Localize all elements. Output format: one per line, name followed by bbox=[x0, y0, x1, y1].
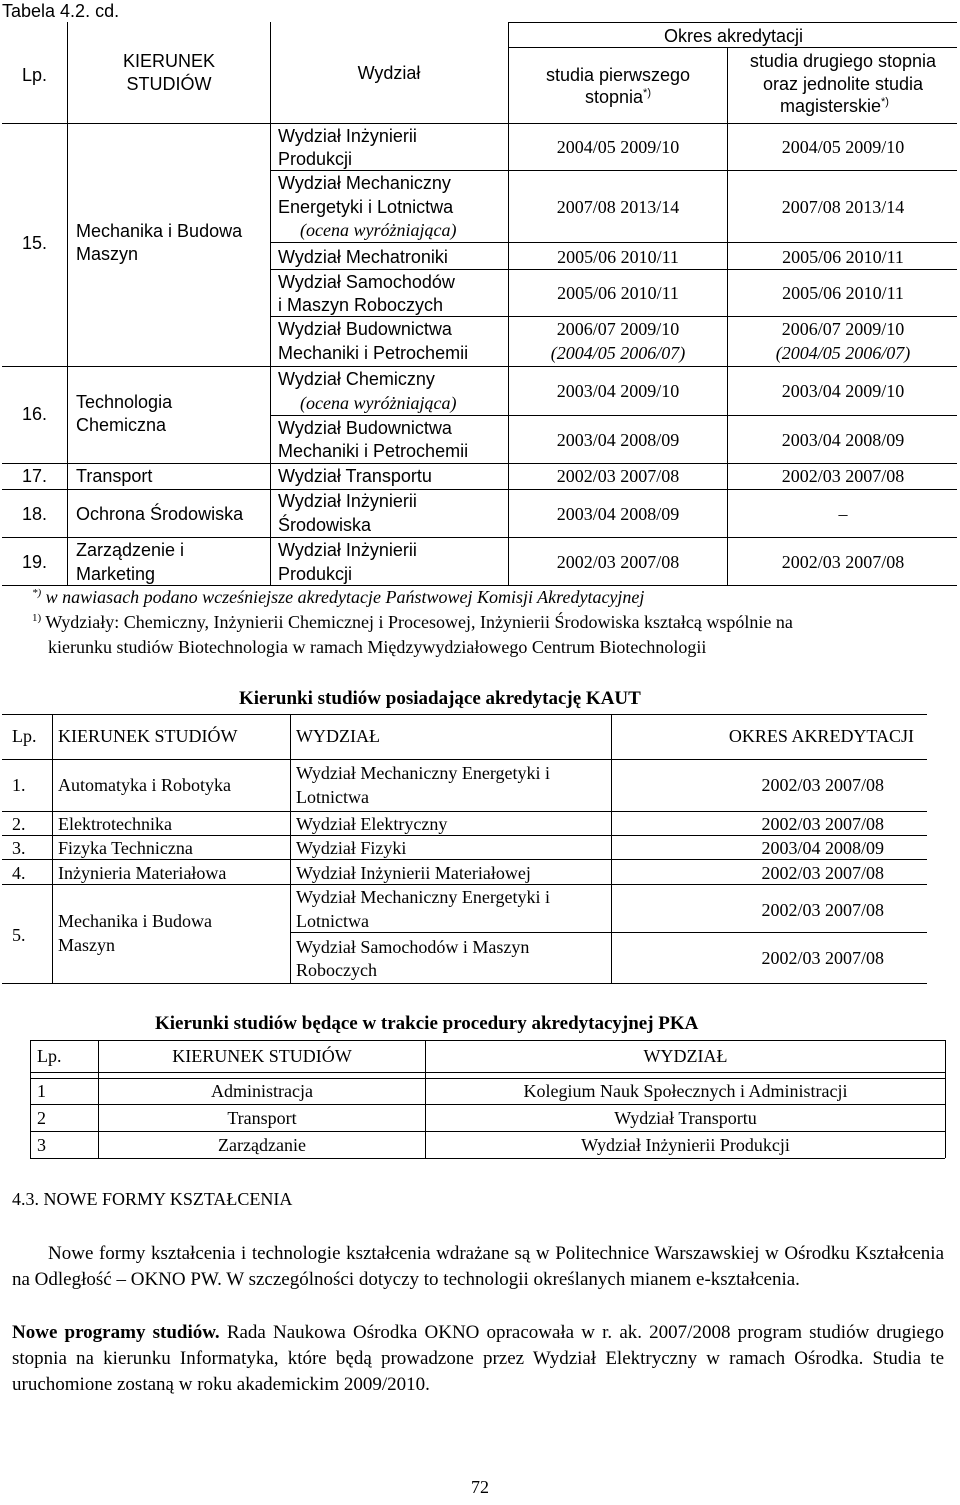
row19-lp: 19. bbox=[22, 552, 48, 572]
kaut-title: Kierunki studiów posiadające akredytację KAUT bbox=[239, 688, 641, 709]
footnote-2-cont: kierunku studiów Biotechnologia w ramach Międzywydziałowego Centrum Biotechnologii bbox=[48, 637, 707, 657]
kaut-row3-lp: 3. bbox=[12, 838, 26, 858]
row15b-pierwszego: 2007/08 2013/14 bbox=[556, 197, 680, 217]
row15-kierunek-2: Maszyn bbox=[76, 244, 139, 264]
pka-header-lp: Lp. bbox=[37, 1046, 62, 1066]
kaut-header-okres: OKRES AKREDYTACJI bbox=[728, 726, 914, 746]
pka-row2-lp: 2 bbox=[37, 1108, 46, 1128]
kaut-row5a-wydzial-2: Lotnictwa bbox=[296, 911, 369, 931]
footnote-2: $^{1)}$ Wydziały: Chemiczny, Inżynierii Chemicznej i Procesowej, Inżynierii Środowiska kształcą wspólnie na bbox=[32, 612, 793, 632]
pka-row3-kierunek: Zarządzanie bbox=[218, 1135, 306, 1155]
row15d-drugiego: 2005/06 2010/11 bbox=[782, 283, 904, 303]
row17-kierunek: Transport bbox=[76, 466, 153, 486]
kaut-row2-okres: 2002/03 2007/08 bbox=[761, 814, 884, 834]
row15d-pierwszego: 2005/06 2010/11 bbox=[557, 283, 679, 303]
kaut-row5b-wydzial-1: Wydział Samochodów i Maszyn bbox=[296, 937, 530, 957]
kaut-row1-kierunek: Automatyka i Robotyka bbox=[58, 775, 231, 795]
row19-kierunek-1: Zarządzenie i bbox=[76, 540, 185, 560]
row18-drugiego: – bbox=[838, 504, 848, 524]
row15a-drugiego: 2004/05 2009/10 bbox=[781, 137, 905, 157]
pka-row1-lp: 1 bbox=[37, 1081, 46, 1101]
row19-wydzial-1: Wydział Inżynierii bbox=[278, 540, 417, 560]
kaut-row5-kierunek-2: Maszyn bbox=[58, 935, 115, 955]
kaut-row3-okres: 2003/04 2008/09 bbox=[761, 838, 884, 858]
row16a-wydzial-1: Wydział Chemiczny bbox=[278, 369, 435, 389]
kaut-row5a-okres: 2002/03 2007/08 bbox=[761, 900, 884, 920]
kaut-row4-lp: 4. bbox=[12, 863, 26, 883]
kaut-row2-lp: 2. bbox=[12, 814, 26, 834]
row15e-pierwszego-1: 2006/07 2009/10 bbox=[556, 319, 680, 339]
pka-title: Kierunki studiów będące w trakcie procedury akredytacyjnej PKA bbox=[155, 1013, 699, 1034]
row17-pierwszego: 2002/03 2007/08 bbox=[556, 466, 680, 486]
row16b-wydzial-1: Wydział Budownictwa bbox=[278, 418, 452, 438]
row17-drugiego: 2002/03 2007/08 bbox=[781, 466, 905, 486]
row18-lp: 18. bbox=[22, 504, 48, 524]
section-paragraph-2: Nowe programy studiów. Rada Naukowa Ośrodka OKNO opracowała w r. ak. 2007/2008 program studiów drugiego stopnia na kierunku Informatyka, które będą prowadzone przez Wydział Elektryczny w ramach Ośrodka. Studia te uruchomione zostaną w roku akademickim 2009/2010. bbox=[12, 1322, 944, 1395]
pka-header-kierunek: KIERUNEK STUDIÓW bbox=[172, 1046, 352, 1066]
section-paragraph-1: Nowe formy kształcenia i technologie kształcenia wdrażane są w Politechnice Warszawskiej w Ośrodku Kształcenia na Odległość – OKNO PW. W szczególności dotyczy to technologii określanych mianem e-kształcenia. bbox=[12, 1243, 944, 1290]
row15b-wydzial-2: Energetyki i Lotnictwa bbox=[278, 197, 454, 217]
pka-row1-kierunek: Administracja bbox=[211, 1081, 313, 1101]
kaut-row5-kierunek-1: Mechanika i Budowa bbox=[58, 911, 212, 931]
row15e-drugiego-1: 2006/07 2009/10 bbox=[781, 319, 905, 339]
page-number: 72 bbox=[471, 1477, 489, 1497]
header-drugiego-3: magisterskie*) bbox=[780, 96, 889, 116]
kaut-row5-lp: 5. bbox=[12, 925, 26, 945]
row15c-wydzial: Wydział Mechatroniki bbox=[278, 247, 448, 267]
header-wydzial: Wydział bbox=[357, 63, 421, 83]
row15a-wydzial-2: Produkcji bbox=[278, 149, 353, 169]
row15a-wydzial-1: Wydział Inżynierii bbox=[278, 126, 417, 146]
row18-wydzial-2: Środowiska bbox=[278, 515, 372, 535]
row15a-pierwszego: 2004/05 2009/10 bbox=[556, 137, 680, 157]
row16a-wydzial-2: (ocena wyróżniająca) bbox=[300, 393, 457, 413]
kaut-row1-wydzial-2: Lotnictwa bbox=[296, 787, 369, 807]
kaut-row4-okres: 2002/03 2007/08 bbox=[761, 863, 884, 883]
kaut-row4-wydzial: Wydział Inżynierii Materiałowej bbox=[296, 863, 531, 883]
row15e-wydzial-2: Mechaniki i Petrochemii bbox=[278, 343, 469, 363]
row15b-wydzial-1: Wydział Mechaniczny bbox=[278, 173, 451, 193]
row19-pierwszego: 2002/03 2007/08 bbox=[556, 552, 680, 572]
pka-row2-wydzial: Wydział Transportu bbox=[614, 1108, 757, 1128]
row15b-drugiego: 2007/08 2013/14 bbox=[781, 197, 905, 217]
row16-kierunek-2: Chemiczna bbox=[76, 415, 167, 435]
kaut-row2-kierunek: Elektrotechnika bbox=[58, 814, 172, 834]
row15c-drugiego: 2005/06 2010/11 bbox=[782, 247, 904, 267]
footnote-1: *) w nawiasach podano wcześniejsze akredytacje Państwowej Komisji Akredytacyjnej bbox=[32, 587, 645, 607]
kaut-row3-wydzial: Wydział Fizyki bbox=[296, 838, 407, 858]
kaut-header-lp: Lp. bbox=[12, 726, 37, 746]
kaut-row4-kierunek: Inżynieria Materiałowa bbox=[58, 863, 227, 883]
row15e-drugiego-2: (2004/05 2006/07) bbox=[775, 343, 911, 363]
row18-kierunek: Ochrona Środowiska bbox=[76, 504, 244, 524]
pka-row3-wydzial: Wydział Inżynierii Produkcji bbox=[581, 1135, 790, 1155]
row15-lp: 15. bbox=[22, 233, 48, 253]
kaut-row2-wydzial: Wydział Elektryczny bbox=[296, 814, 448, 834]
pka-row3-lp: 3 bbox=[37, 1135, 46, 1155]
table-caption: Tabela 4.2. cd. bbox=[2, 1, 120, 21]
row15b-wydzial-3: (ocena wyróżniająca) bbox=[300, 220, 457, 240]
header-pierwszego-1: studia pierwszego bbox=[545, 65, 691, 85]
row16-lp: 16. bbox=[22, 404, 48, 424]
row15d-wydzial-2: i Maszyn Roboczych bbox=[278, 295, 444, 315]
row16b-pierwszego: 2003/04 2008/09 bbox=[556, 430, 680, 450]
header-okres: Okres akredytacji bbox=[663, 26, 804, 46]
kaut-row1-okres: 2002/03 2007/08 bbox=[761, 775, 884, 795]
kaut-row5b-wydzial-2: Roboczych bbox=[296, 960, 377, 980]
row19-drugiego: 2002/03 2007/08 bbox=[781, 552, 905, 572]
row15e-pierwszego-2: (2004/05 2006/07) bbox=[550, 343, 686, 363]
pka-row2-kierunek: Transport bbox=[227, 1108, 297, 1128]
row17-lp: 17. bbox=[22, 466, 48, 486]
kaut-header-kierunek: KIERUNEK STUDIÓW bbox=[58, 726, 238, 746]
row16b-wydzial-2: Mechaniki i Petrochemii bbox=[278, 441, 469, 461]
header-drugiego-1: studia drugiego stopnia bbox=[749, 51, 937, 71]
kaut-row1-lp: 1. bbox=[12, 775, 26, 795]
kaut-row5b-okres: 2002/03 2007/08 bbox=[761, 948, 884, 968]
row16-kierunek-1: Technologia bbox=[76, 392, 173, 412]
row19-wydzial-2: Produkcji bbox=[278, 564, 353, 584]
row18-pierwszego: 2003/04 2008/09 bbox=[556, 504, 680, 524]
row18-wydzial-1: Wydział Inżynierii bbox=[278, 491, 417, 511]
header-pierwszego-2: stopnia*) bbox=[585, 87, 651, 107]
kaut-row3-kierunek: Fizyka Techniczna bbox=[58, 838, 193, 858]
pka-row1-wydzial: Kolegium Nauk Społecznych i Administracji bbox=[523, 1081, 848, 1101]
row16a-pierwszego: 2003/04 2009/10 bbox=[556, 381, 680, 401]
row19-kierunek-2: Marketing bbox=[76, 564, 156, 584]
row16a-drugiego: 2003/04 2009/10 bbox=[781, 381, 905, 401]
kaut-header-wydzial: WYDZIAŁ bbox=[296, 726, 380, 746]
kaut-row1-wydzial-1: Wydział Mechaniczny Energetyki i bbox=[296, 763, 550, 783]
kaut-row5a-wydzial-1: Wydział Mechaniczny Energetyki i bbox=[296, 887, 550, 907]
row15c-pierwszego: 2005/06 2010/11 bbox=[557, 247, 679, 267]
row16b-drugiego: 2003/04 2008/09 bbox=[781, 430, 905, 450]
header-kierunek-2: STUDIÓW bbox=[126, 74, 212, 94]
row15d-wydzial-1: Wydział Samochodów bbox=[278, 272, 455, 292]
row15e-wydzial-1: Wydział Budownictwa bbox=[278, 319, 452, 339]
row17-wydzial: Wydział Transportu bbox=[278, 466, 432, 486]
header-lp: Lp. bbox=[22, 65, 48, 85]
header-drugiego-2: oraz jednolite studia bbox=[762, 74, 924, 94]
row15-kierunek-1: Mechanika i Budowa bbox=[76, 221, 243, 241]
pka-header-wydzial: WYDZIAŁ bbox=[643, 1046, 728, 1066]
section-heading: 4.3. NOWE FORMY KSZTAŁCENIA bbox=[12, 1189, 293, 1209]
header-kierunek-1: KIERUNEK bbox=[122, 51, 216, 71]
